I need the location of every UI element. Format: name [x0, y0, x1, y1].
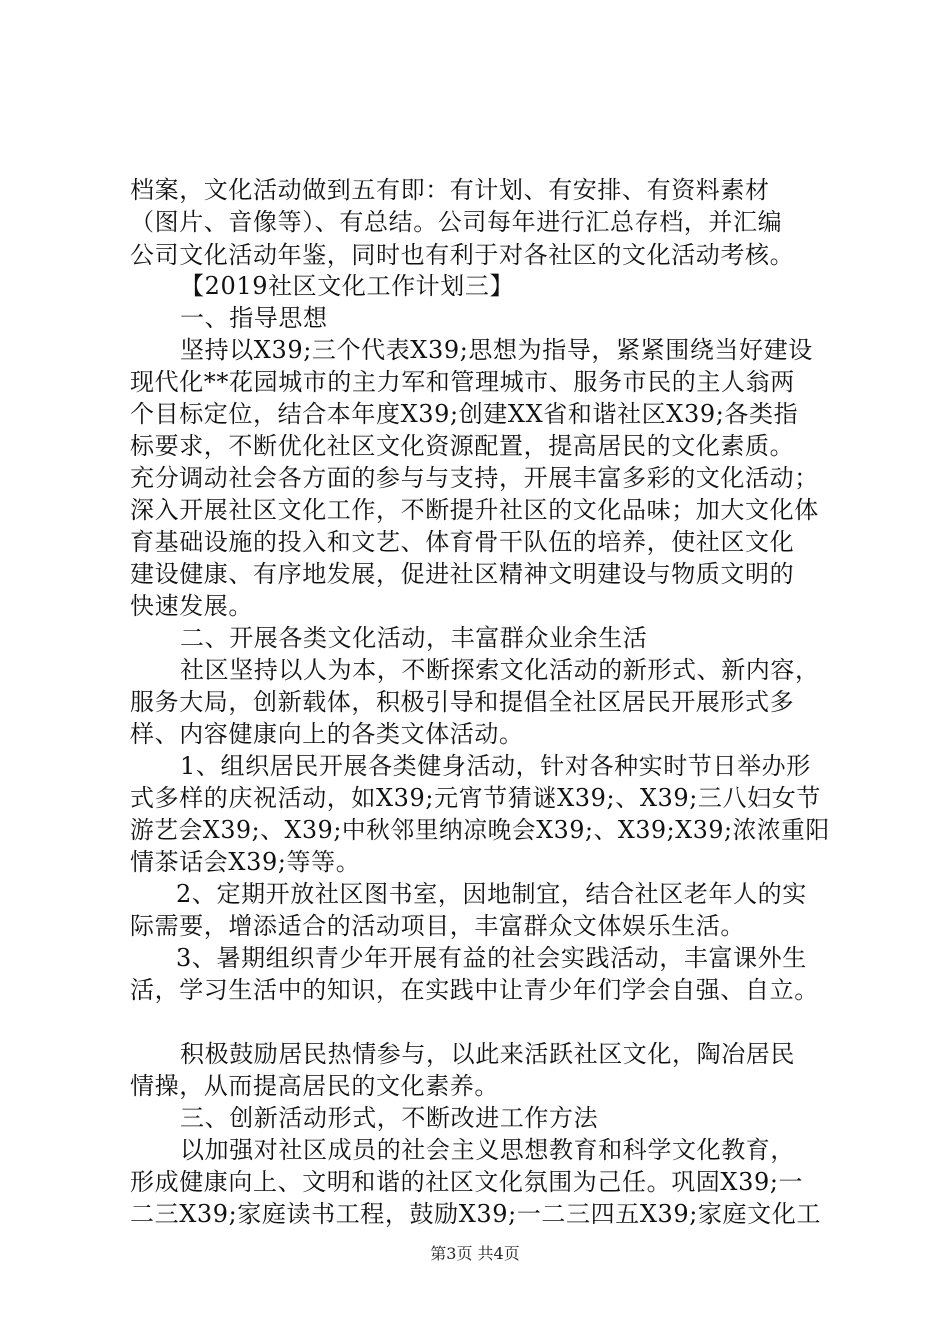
- page-number-footer: 第3页 共4页: [430, 1244, 520, 1263]
- text-line: 2、定期开放社区图书室，因地制宜，结合社区老年人的实: [176, 880, 807, 908]
- text-line: 积极鼓励居民热情参与，以此来活跃社区文化，陶冶居民: [180, 1040, 795, 1068]
- text-line: 档案，文化活动做到五有即：有计划、有安排、有资料素材: [130, 176, 770, 204]
- text-line: 社区坚持以人为本，不断探索文化活动的新形式、新内容，: [180, 656, 820, 684]
- text-line: 坚持以X39;三个代表X39;思想为指导，紧紧围绕当好建设: [180, 336, 813, 364]
- text-line: 游艺会X39;、X39;中秋邻里纳凉晚会X39;、X39;X39;浓浓重阳: [130, 816, 830, 844]
- text-line: 情茶话会X39;等等。: [130, 848, 361, 876]
- text-line: 情操，从而提高居民的文化素养。: [130, 1072, 499, 1100]
- section-heading: 【2019社区文化工作计划三】: [180, 272, 515, 300]
- text-line: 现代化**花园城市的主力军和管理城市、服务市民的主人翁两: [130, 368, 795, 396]
- text-line: 1、组织居民开展各类健身活动，针对各种实时节日举办形: [180, 752, 811, 780]
- text-line: （图片、音像等）、有总结。公司每年进行汇总存档，并汇编: [130, 208, 783, 236]
- text-line: 标要求，不断优化社区文化资源配置，提高居民的文化素质。: [130, 432, 795, 460]
- text-line: 深入开展社区文化工作，不断提升社区的文化品味；加大文化体: [130, 496, 819, 524]
- text-line: 际需要，增添适合的活动项目，丰富群众文体娱乐生活。: [130, 912, 745, 940]
- text-line: 二三X39;家庭读书工程，鼓励X39;一二三四五X39;家庭文化工: [130, 1200, 821, 1228]
- section-heading: 一、指导思想: [180, 304, 328, 332]
- text-line: 式多样的庆祝活动，如X39;元宵节猜谜X39;、X39;三八妇女节: [130, 784, 821, 812]
- text-line: 活，学习生活中的知识，在实践中让青少年们学会自强、自立。: [130, 976, 819, 1004]
- text-line: 3、暑期组织青少年开展有益的社会实践活动，丰富课外生: [176, 944, 807, 972]
- text-line: 个目标定位，结合本年度X39;创建XX省和谐社区X39;各类指: [130, 400, 799, 428]
- text-line: 快速发展。: [130, 592, 253, 620]
- text-line: 充分调动社会各方面的参与与支持，开展丰富多彩的文化活动；: [130, 464, 819, 492]
- text-line: 公司文化活动年鉴，同时也有利于对各社区的文化活动考核。: [130, 241, 795, 269]
- text-line: 建设健康、有序地发展，促进社区精神文明建设与物质文明的: [130, 560, 795, 588]
- text-line: 育基础设施的投入和文艺、体育骨干队伍的培养，使社区文化: [130, 528, 795, 556]
- text-line: 样、内容健康向上的各类文体活动。: [130, 720, 524, 748]
- text-line: 以加强对社区成员的社会主义思想教育和科学文化教育，: [180, 1136, 795, 1164]
- section-heading: 三、创新活动形式，不断改进工作方法: [180, 1104, 599, 1132]
- text-line: 服务大局，创新载体，积极引导和提倡全社区居民开展形式多: [130, 688, 795, 716]
- text-line: 形成健康向上、文明和谐的社区文化氛围为己任。巩固X39;一: [130, 1168, 804, 1196]
- section-heading: 二、开展各类文化活动，丰富群众业余生活: [180, 624, 648, 652]
